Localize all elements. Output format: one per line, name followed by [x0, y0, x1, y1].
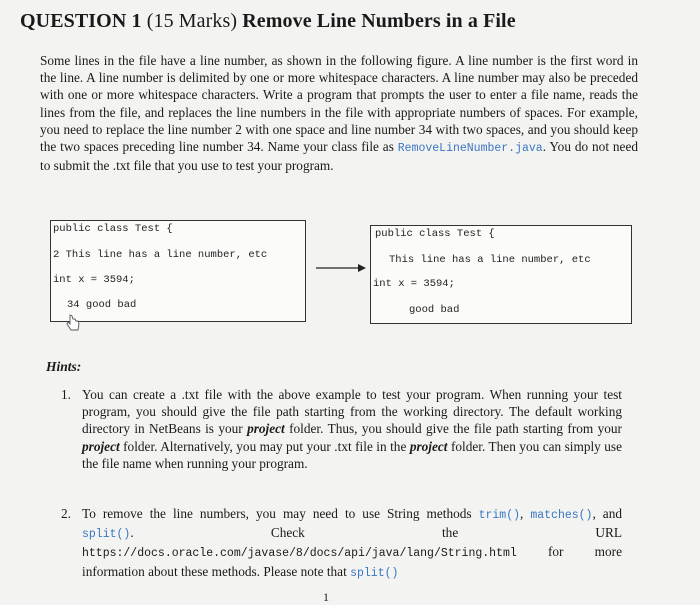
input-line-4: 34 good bad	[67, 299, 137, 311]
question-title	[20, 10, 516, 33]
question-heading: Remove Line Numbers in a File	[242, 10, 516, 32]
output-line-4: good bad	[409, 304, 460, 316]
hint-text: folder. Thus, you should give the file path starting from your	[284, 421, 622, 437]
hint-text: folder. Alternatively, you may put your .txt file in the	[119, 438, 410, 454]
method-split: split()	[82, 528, 131, 542]
input-line-1: public class Test {	[53, 223, 173, 235]
hint-text: You can create a .txt file with the above example to test your program. When running your test program, you should give the file path starting from the working directory. The default working directory in NetBeans is your	[82, 387, 622, 437]
hints-label: Hints:	[46, 359, 82, 374]
hint-text: ,	[520, 506, 531, 521]
input-line-3: int x = 3594;	[53, 274, 135, 286]
class-file-name: RemoveLineNumber.java	[397, 142, 543, 156]
input-line-2: 2 This line has a line number, etc	[53, 249, 268, 261]
output-line-1: public class Test {	[375, 228, 495, 240]
hint-text: . Check the URL	[130, 525, 622, 541]
output-file-box	[370, 225, 632, 324]
hint-emphasis: project	[409, 438, 448, 454]
question-marks: (15 Marks)	[146, 10, 238, 32]
hint-text: To remove the line numbers, you may need to use String methods	[82, 506, 479, 521]
method-split: split()	[350, 566, 399, 580]
hint-emphasis: project	[82, 438, 120, 454]
method-matches: matches()	[530, 509, 593, 522]
hint-text: folder. Then you can simply use the file name when running your program.	[82, 438, 623, 471]
hint-item-2	[61, 505, 622, 582]
page-number: 1	[323, 590, 329, 604]
input-file-box	[50, 220, 306, 322]
method-trim: trim()	[478, 509, 521, 522]
hint-emphasis: project	[247, 421, 285, 437]
output-line-2: This line has a line number, etc	[389, 254, 591, 266]
docs-url: https://docs.oracle.com/javase/8/docs/api/java/lang/String.html	[82, 547, 517, 561]
question-number: QUESTION 1	[20, 10, 142, 32]
mouse-cursor-icon	[65, 313, 83, 333]
hint-text: for more information about these methods. Please note that	[82, 544, 622, 579]
intro-text-2: . You do not need to submit the .txt file that you use to test your program.	[40, 139, 638, 174]
hint-number: 2.	[61, 506, 71, 521]
intro-paragraph	[40, 52, 638, 174]
hint-text: , and	[592, 506, 622, 521]
hint-item-1	[61, 386, 623, 472]
hint-number: 1.	[61, 387, 71, 402]
right-arrow-icon	[316, 262, 366, 274]
output-line-3: int x = 3594;	[373, 278, 455, 290]
intro-text-1: Some lines in the file have a line number, as shown in the following figure. A line number is the first word in the line. A line number is delimited by one or more whitespace characters. A line number may also be preceded with one or more whitespace characters. Write a program that prompts the user to enter a file name, reads the lines from the file, and replaces the line numbers in the file with appropriate numbers of spaces. For example, you need to replace the line number 2 with one space and line number 34 with two spaces, and you should keep the two spaces preceding line number 34. Name your class file as	[40, 53, 638, 155]
